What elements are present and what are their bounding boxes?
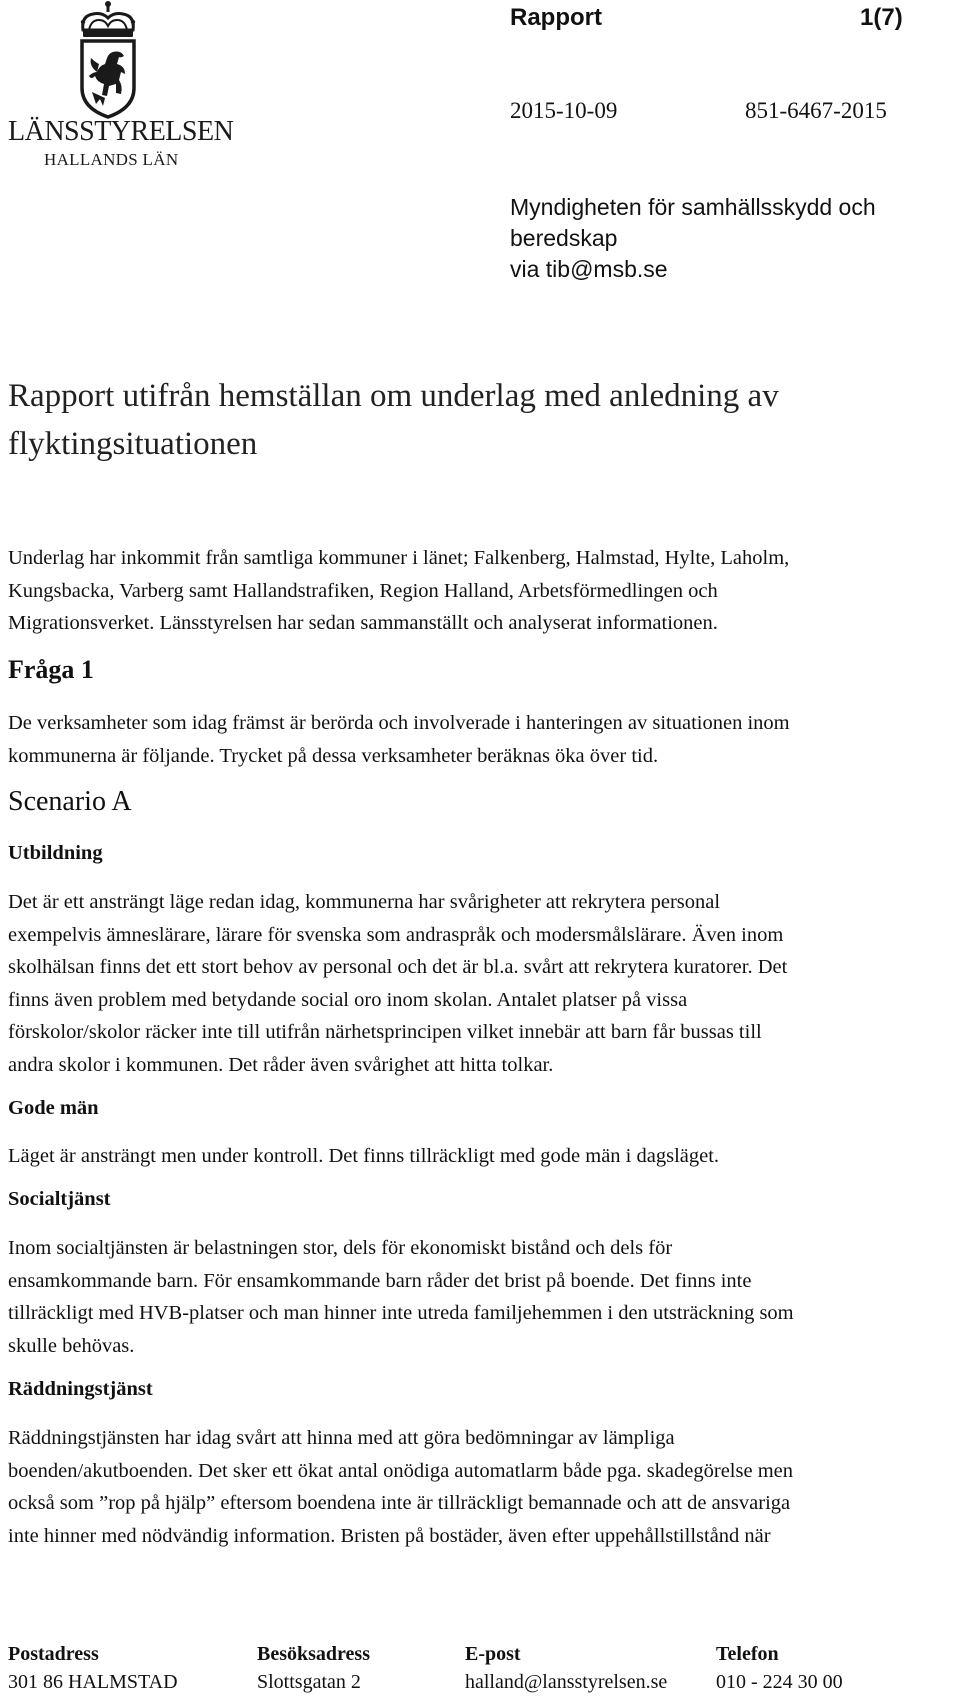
- paragraph-line: exempelvis ämneslärare, lärare för svenska som andraspråk och modersmålslärare. Även inom: [8, 923, 784, 946]
- recipient-line: via tib@msb.se: [510, 256, 668, 282]
- page-number: 1(7): [860, 4, 903, 31]
- paragraph-line: kommunerna är följande. Trycket på dessa verksamheter beräknas öka över tid.: [8, 744, 659, 767]
- intro-paragraph: [8, 542, 953, 640]
- paragraph-line: andra skolor i kommunen. Det råder även svårighet att hitta tolkar.: [8, 1053, 554, 1076]
- paragraph-line: Det är ett ansträngt läge redan idag, kommunerna har svårigheter att rekrytera personal: [8, 891, 721, 913]
- scenario-heading: Scenario A: [8, 786, 132, 817]
- title-line: Rapport utifrån hemställan om underlag med anledning av: [8, 378, 779, 414]
- paragraph-line: ensamkommande barn. För ensamkommande barn råder det brist på boende. Det finns inte: [8, 1269, 752, 1292]
- recipient-address: [510, 192, 940, 285]
- lansstyrelsen-crest-icon: [69, 0, 147, 120]
- paragraph-line: Räddningstjänsten har idag svårt att hinna med att göra bedömningar av lämpliga: [8, 1427, 675, 1449]
- section-heading-raddningstjanst: Räddningstjänst: [8, 1378, 153, 1400]
- footer-email[interactable]: halland@lansstyrelsen.se: [465, 1671, 668, 1693]
- footer-value: 301 86 HALMSTAD: [8, 1671, 178, 1693]
- footer-label: Besöksadress: [257, 1643, 370, 1665]
- paragraph-line: boenden/akutboenden. Det sker ett ökat antal onödiga automatlarm både pga. skadegörelse men: [8, 1459, 793, 1482]
- paragraph-line: Inom socialtjänsten är belastningen stor, dels för ekonomiskt bistånd och dels för: [8, 1237, 673, 1259]
- paragraph-line: tillräckligt med HVB-platser och man hinner inte utreda familjehemmen i den utsträckning som: [8, 1302, 794, 1324]
- section-heading-gode-man: Gode män: [8, 1097, 99, 1119]
- paragraph-line: Underlag har inkommit från samtliga kommuner i länet; Falkenberg, Halmstad, Hylte, Laholm,: [8, 547, 790, 569]
- footer-epost: [465, 1640, 667, 1696]
- question-paragraph: [8, 707, 953, 772]
- logo-subtitle: HALLANDS LÄN: [44, 150, 179, 169]
- section-heading-socialtjanst: Socialtjänst: [8, 1188, 111, 1210]
- footer-label: Telefon: [716, 1643, 779, 1665]
- question-heading: Fråga 1: [8, 655, 94, 684]
- paragraph-line: också som ”rop på hjälp” eftersom boendena inte är tillräckligt bemannade och att de ansvariga: [8, 1492, 791, 1514]
- footer-value: Slottsgatan 2: [257, 1671, 361, 1693]
- recipient-line: beredskap: [510, 225, 618, 251]
- footer-phone: 010 - 224 30 00: [716, 1671, 843, 1693]
- paragraph-line: förskolor/skolor räcker inte till utifrån närhetsprincipen vilket innebär att barn får bussas till: [8, 1021, 762, 1043]
- document-number: 851-6467-2015: [745, 98, 887, 123]
- section-paragraph-socialtjanst: [8, 1232, 953, 1362]
- section-paragraph-utbildning: [8, 886, 953, 1081]
- document-type: Rapport: [510, 4, 602, 31]
- footer-besoksadress: [257, 1640, 370, 1696]
- section-paragraph-gode-man: [8, 1140, 953, 1173]
- page-title: [8, 372, 938, 468]
- paragraph-line: Läget är ansträngt men under kontroll. Det finns tillräckligt med gode män i dagsläget.: [8, 1145, 720, 1167]
- footer-label: Postadress: [8, 1643, 99, 1665]
- paragraph-line: De verksamheter som idag främst är berörda och involverade i hanteringen av situationen inom: [8, 712, 790, 734]
- paragraph-line: skulle behövas.: [8, 1334, 135, 1357]
- footer-telefon: [716, 1640, 843, 1696]
- paragraph-line: Kungsbacka, Varberg samt Hallandstrafiken, Region Halland, Arbetsförmedlingen och: [8, 579, 718, 602]
- section-paragraph-raddningstjanst: [8, 1422, 953, 1552]
- document-date: 2015-10-09: [510, 98, 618, 123]
- paragraph-line: inte hinner med nödvändig information. Bristen på bostäder, även efter uppehållstillstånd när: [8, 1524, 771, 1547]
- paragraph-line: Migrationsverket. Länsstyrelsen har sedan sammanställt och analyserat informationen.: [8, 612, 718, 634]
- section-heading-utbildning: Utbildning: [8, 842, 103, 864]
- footer-label: E-post: [465, 1643, 521, 1665]
- footer-postadress: [8, 1640, 178, 1696]
- title-line: flyktingsituationen: [8, 426, 258, 462]
- paragraph-line: finns även problem med betydande social oro inom skolan. Antalet platser på vissa: [8, 988, 688, 1011]
- paragraph-line: skolhälsan finns det ett stort behov av personal och det är bl.a. svårt att rekrytera kuratorer. Det: [8, 956, 788, 978]
- logo-name: LÄNSSTYRELSEN: [8, 116, 234, 147]
- recipient-line: Myndigheten för samhällsskydd och: [510, 194, 876, 220]
